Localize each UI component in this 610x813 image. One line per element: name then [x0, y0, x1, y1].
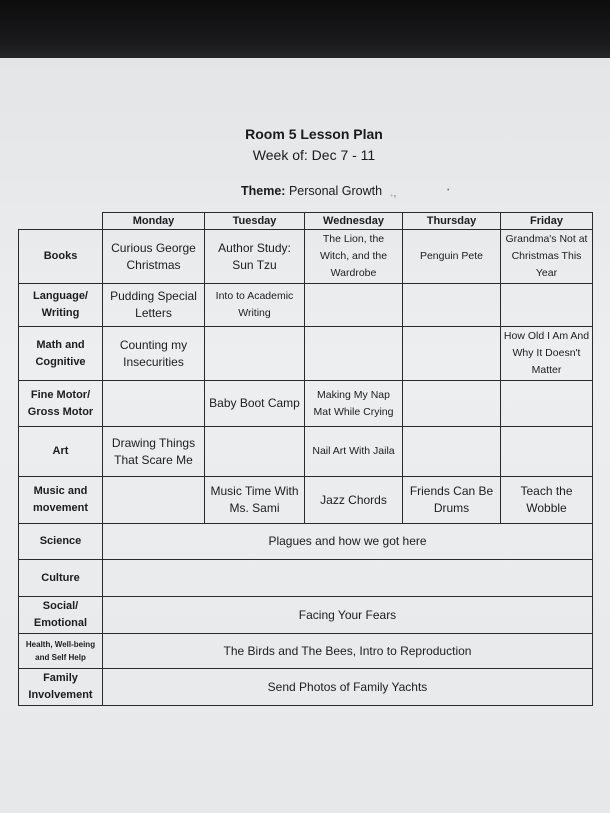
- week-of-line: [0, 147, 610, 163]
- cell-language-friday: [501, 284, 593, 327]
- cell-motor-thursday: [403, 381, 501, 427]
- cell-books-monday: Curious George Christmas: [103, 230, 205, 284]
- cell-math-monday: Counting my Insecurities: [103, 327, 205, 381]
- theme-label: Theme:: [241, 184, 286, 198]
- row-label-culture: Culture: [19, 560, 103, 597]
- table-row-music: [19, 477, 593, 524]
- table-row-health: [19, 634, 593, 669]
- cell-art-friday: [501, 427, 593, 477]
- row-label-motor: Fine Motor/ Gross Motor: [19, 381, 103, 427]
- header-tuesday: Tuesday: [205, 213, 305, 230]
- cell-language-monday: Pudding Special Letters: [103, 284, 205, 327]
- cell-motor-friday: [501, 381, 593, 427]
- cell-math-friday: How Old I Am And Why It Doesn't Matter: [501, 327, 593, 381]
- cell-music-wednesday: Jazz Chords: [305, 477, 403, 524]
- cell-language-thursday: [403, 284, 501, 327]
- monitor-screen: [0, 58, 610, 813]
- row-label-science: Science: [19, 524, 103, 560]
- cell-books-thursday: Penguin Pete: [403, 230, 501, 284]
- cell-art-thursday: [403, 427, 501, 477]
- cell-language-tuesday: Into to Academic Writing: [205, 284, 305, 327]
- theme-value: Personal Growth: [288, 184, 383, 198]
- row-label-health: Health, Well-being and Self Help: [19, 634, 103, 669]
- cell-music-thursday: Friends Can Be Drums: [403, 477, 501, 524]
- cell-books-wednesday: The Lion, the Witch, and the Wardrobe: [305, 230, 403, 284]
- cell-art-monday: Drawing Things That Scare Me: [103, 427, 205, 477]
- header-wednesday: Wednesday: [305, 213, 403, 230]
- cell-motor-wednesday: Making My Nap Mat While Crying: [305, 381, 403, 427]
- week-value: Dec 7 - 11: [311, 147, 376, 163]
- cursor-mark-icon: ⁺ⁿ: [390, 194, 397, 201]
- header-friday: Friday: [501, 213, 593, 230]
- cell-music-friday: Teach the Wobble: [501, 477, 593, 524]
- lesson-plan-table: [18, 212, 593, 706]
- cell-language-wednesday: [305, 284, 403, 327]
- row-label-language: Language/ Writing: [19, 284, 103, 327]
- table-row-books: [19, 230, 593, 284]
- dot-mark-icon: •: [447, 187, 450, 194]
- cell-motor-monday: [103, 381, 205, 427]
- day-header-row: [19, 213, 593, 230]
- cell-music-tuesday: Music Time With Ms. Sami: [205, 477, 305, 524]
- cell-math-thursday: [403, 327, 501, 381]
- row-label-social: Social/ Emotional: [19, 597, 103, 634]
- cell-family-week: Send Photos of Family Yachts: [103, 669, 593, 706]
- cell-health-week: The Birds and The Bees, Intro to Reproduction: [103, 634, 593, 669]
- row-label-music: Music and movement: [19, 477, 103, 524]
- table-row-family: [19, 669, 593, 706]
- lesson-plan-document: [0, 58, 610, 813]
- table-row-culture: [19, 560, 593, 597]
- cell-social-week: Facing Your Fears: [103, 597, 593, 634]
- cell-art-wednesday: Nail Art With Jaila: [305, 427, 403, 477]
- row-label-family: Family Involvement: [19, 669, 103, 706]
- table-row-science: [19, 524, 593, 560]
- header-thursday: Thursday: [403, 213, 501, 230]
- header-corner: [19, 213, 103, 230]
- row-label-math: Math and Cognitive: [19, 327, 103, 381]
- cell-math-tuesday: [205, 327, 305, 381]
- row-label-art: Art: [19, 427, 103, 477]
- week-label: Week of:: [252, 147, 308, 163]
- row-label-books: Books: [19, 230, 103, 284]
- cell-math-wednesday: [305, 327, 403, 381]
- table-row-motor: [19, 381, 593, 427]
- table-row-math: [19, 327, 593, 381]
- cell-books-friday: Grandma's Not at Christmas This Year: [501, 230, 593, 284]
- table-row-art: [19, 427, 593, 477]
- theme-line: [241, 184, 382, 198]
- table-row-social: [19, 597, 593, 634]
- monitor-bezel: [0, 0, 610, 62]
- cell-culture-week: [103, 560, 593, 597]
- cell-motor-tuesday: Baby Boot Camp: [205, 381, 305, 427]
- cell-music-monday: [103, 477, 205, 524]
- document-title: Room 5 Lesson Plan: [245, 126, 383, 142]
- header-monday: Monday: [103, 213, 205, 230]
- cell-science-week: Plagues and how we got here: [103, 524, 593, 560]
- table-row-language: [19, 284, 593, 327]
- cell-books-tuesday: Author Study: Sun Tzu: [205, 230, 305, 284]
- cell-art-tuesday: [205, 427, 305, 477]
